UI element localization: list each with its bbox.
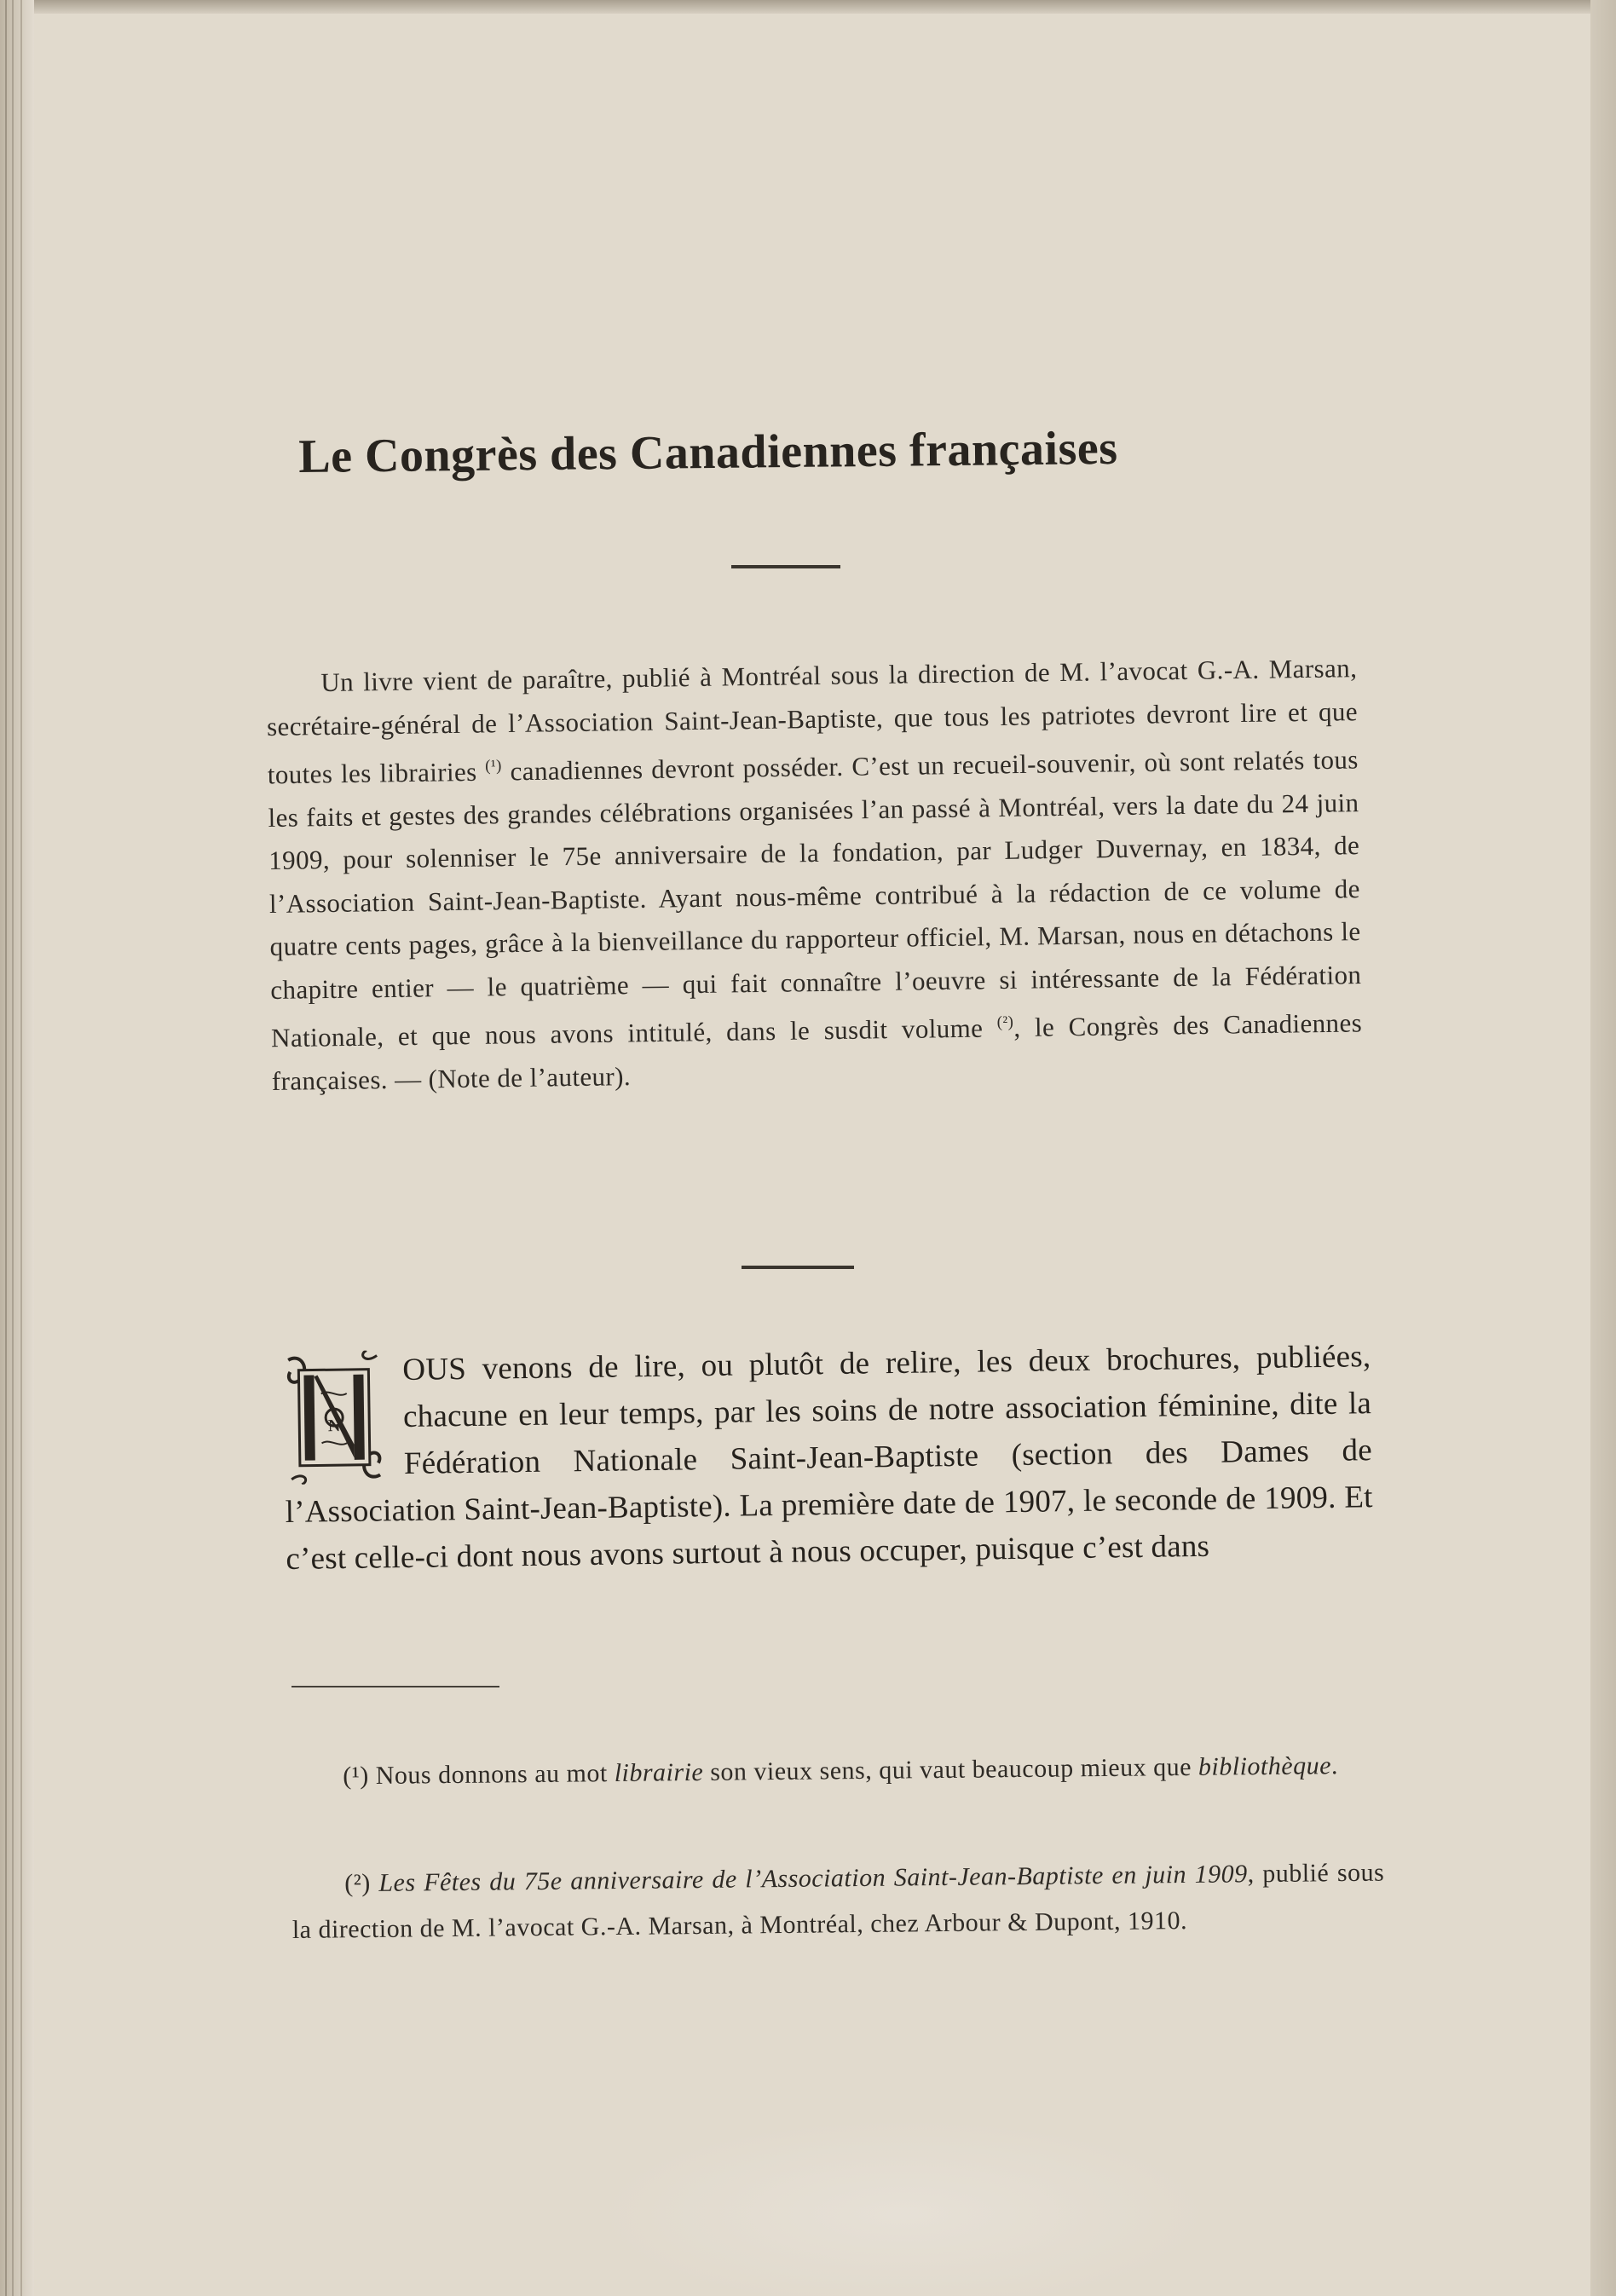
footnote-ref-2: (²) (996, 1013, 1014, 1032)
footnote-1-italic-a: librairie (614, 1757, 704, 1788)
intro-text-1: Un livre vient de paraître, publié à Montréal sous la direction de M. l’avocat G.-A. Marsan, secrétaire-général de l’Association Saint-Jean-Baptiste, que tous les patriotes devront lire et que toutes les librairies (266, 653, 1359, 790)
footnote-1-marker: (¹) (343, 1762, 369, 1791)
spine-line (12, 0, 14, 2296)
body-text: OUS venons de lire, ou plutôt de relire, les deux brochures, publiées, chacune en leur temps, par les soins de notre association féminine, dite la Fédération Nationale Saint-Jean-Baptiste (section des Dames de l’Association Saint-Jean-Baptiste). La première date de 1907, le seconde de 1909. Et c’est celle-ci dont nous avons surtout à nous occuper, puisque c’est dans (285, 1339, 1373, 1577)
page-title: Le Congrès des Canadiennes françaises (298, 421, 1118, 483)
paper-highlight (597, 2119, 1210, 2296)
footnote-1-italic-b: bibliothèque (1198, 1751, 1332, 1781)
dropcap-letter: N (327, 1416, 341, 1436)
footnote-ref-1: (¹) (485, 757, 502, 776)
underlying-page-edge (1590, 0, 1616, 2296)
footnote-1-text-b: son vieux sens, qui vaut beaucoup mieux que (703, 1752, 1199, 1786)
dropcap-ornament (283, 1350, 385, 1485)
footnote-2 (291, 1850, 1385, 1953)
footnote-2-marker: (²) (344, 1869, 371, 1898)
intro-text-2: canadiennes devront posséder. C’est un recueil-souvenir, où sont relatés tous les faits et gestes des grandes célébrations organisées l’an passé à Montréal, vers la date du 24 juin 1909, pour solenniser le 75e anniversaire de la fondation, par Ludger Duvernay, en 1834, de l’Association Saint-Jean-Baptiste. Ayant nous-même contribué à la rédaction de ce volume de quatre cents pages, grâce à la bienveillance du rapporteur officiel, M. Marsan, nous en détachons le chapitre entier — le quatrième — qui fait connaître l’oeuvre si intéressante de la Fédération Nationale, et que nous avons intitulé, dans le susdit volume (268, 744, 1362, 1053)
page-top-edge (0, 0, 1616, 14)
footnote-1-text-c: . (1330, 1751, 1339, 1780)
ornamental-dropcap-icon (283, 1350, 385, 1485)
spine-line (5, 0, 7, 2296)
footnote-rule (291, 1686, 499, 1687)
footnote-1-text-a: Nous donnons au mot (368, 1759, 615, 1791)
spine-line (20, 0, 22, 2296)
page-sheet (34, 14, 1590, 2296)
intro-text-3: , le Congrès des Canadiennes françaises. — (Note de l’auteur). (271, 1007, 1363, 1097)
intro-note (266, 647, 1363, 1103)
footnote-2-italic-a: Les Fêtes du 75e anniversaire de l’Association Saint-Jean-Baptiste en juin 1909 (370, 1860, 1248, 1898)
footnote-1 (290, 1743, 1381, 1800)
book-spine (0, 0, 34, 2296)
body-paragraph (283, 1333, 1374, 1583)
section-rule (742, 1266, 854, 1269)
title-rule (731, 565, 840, 568)
footnote-2-text-b: , publié sous la direction de M. l’avocat G.-A. Marsan, à Montréal, chez Arbour & Dupont, 1910. (291, 1858, 1385, 1944)
